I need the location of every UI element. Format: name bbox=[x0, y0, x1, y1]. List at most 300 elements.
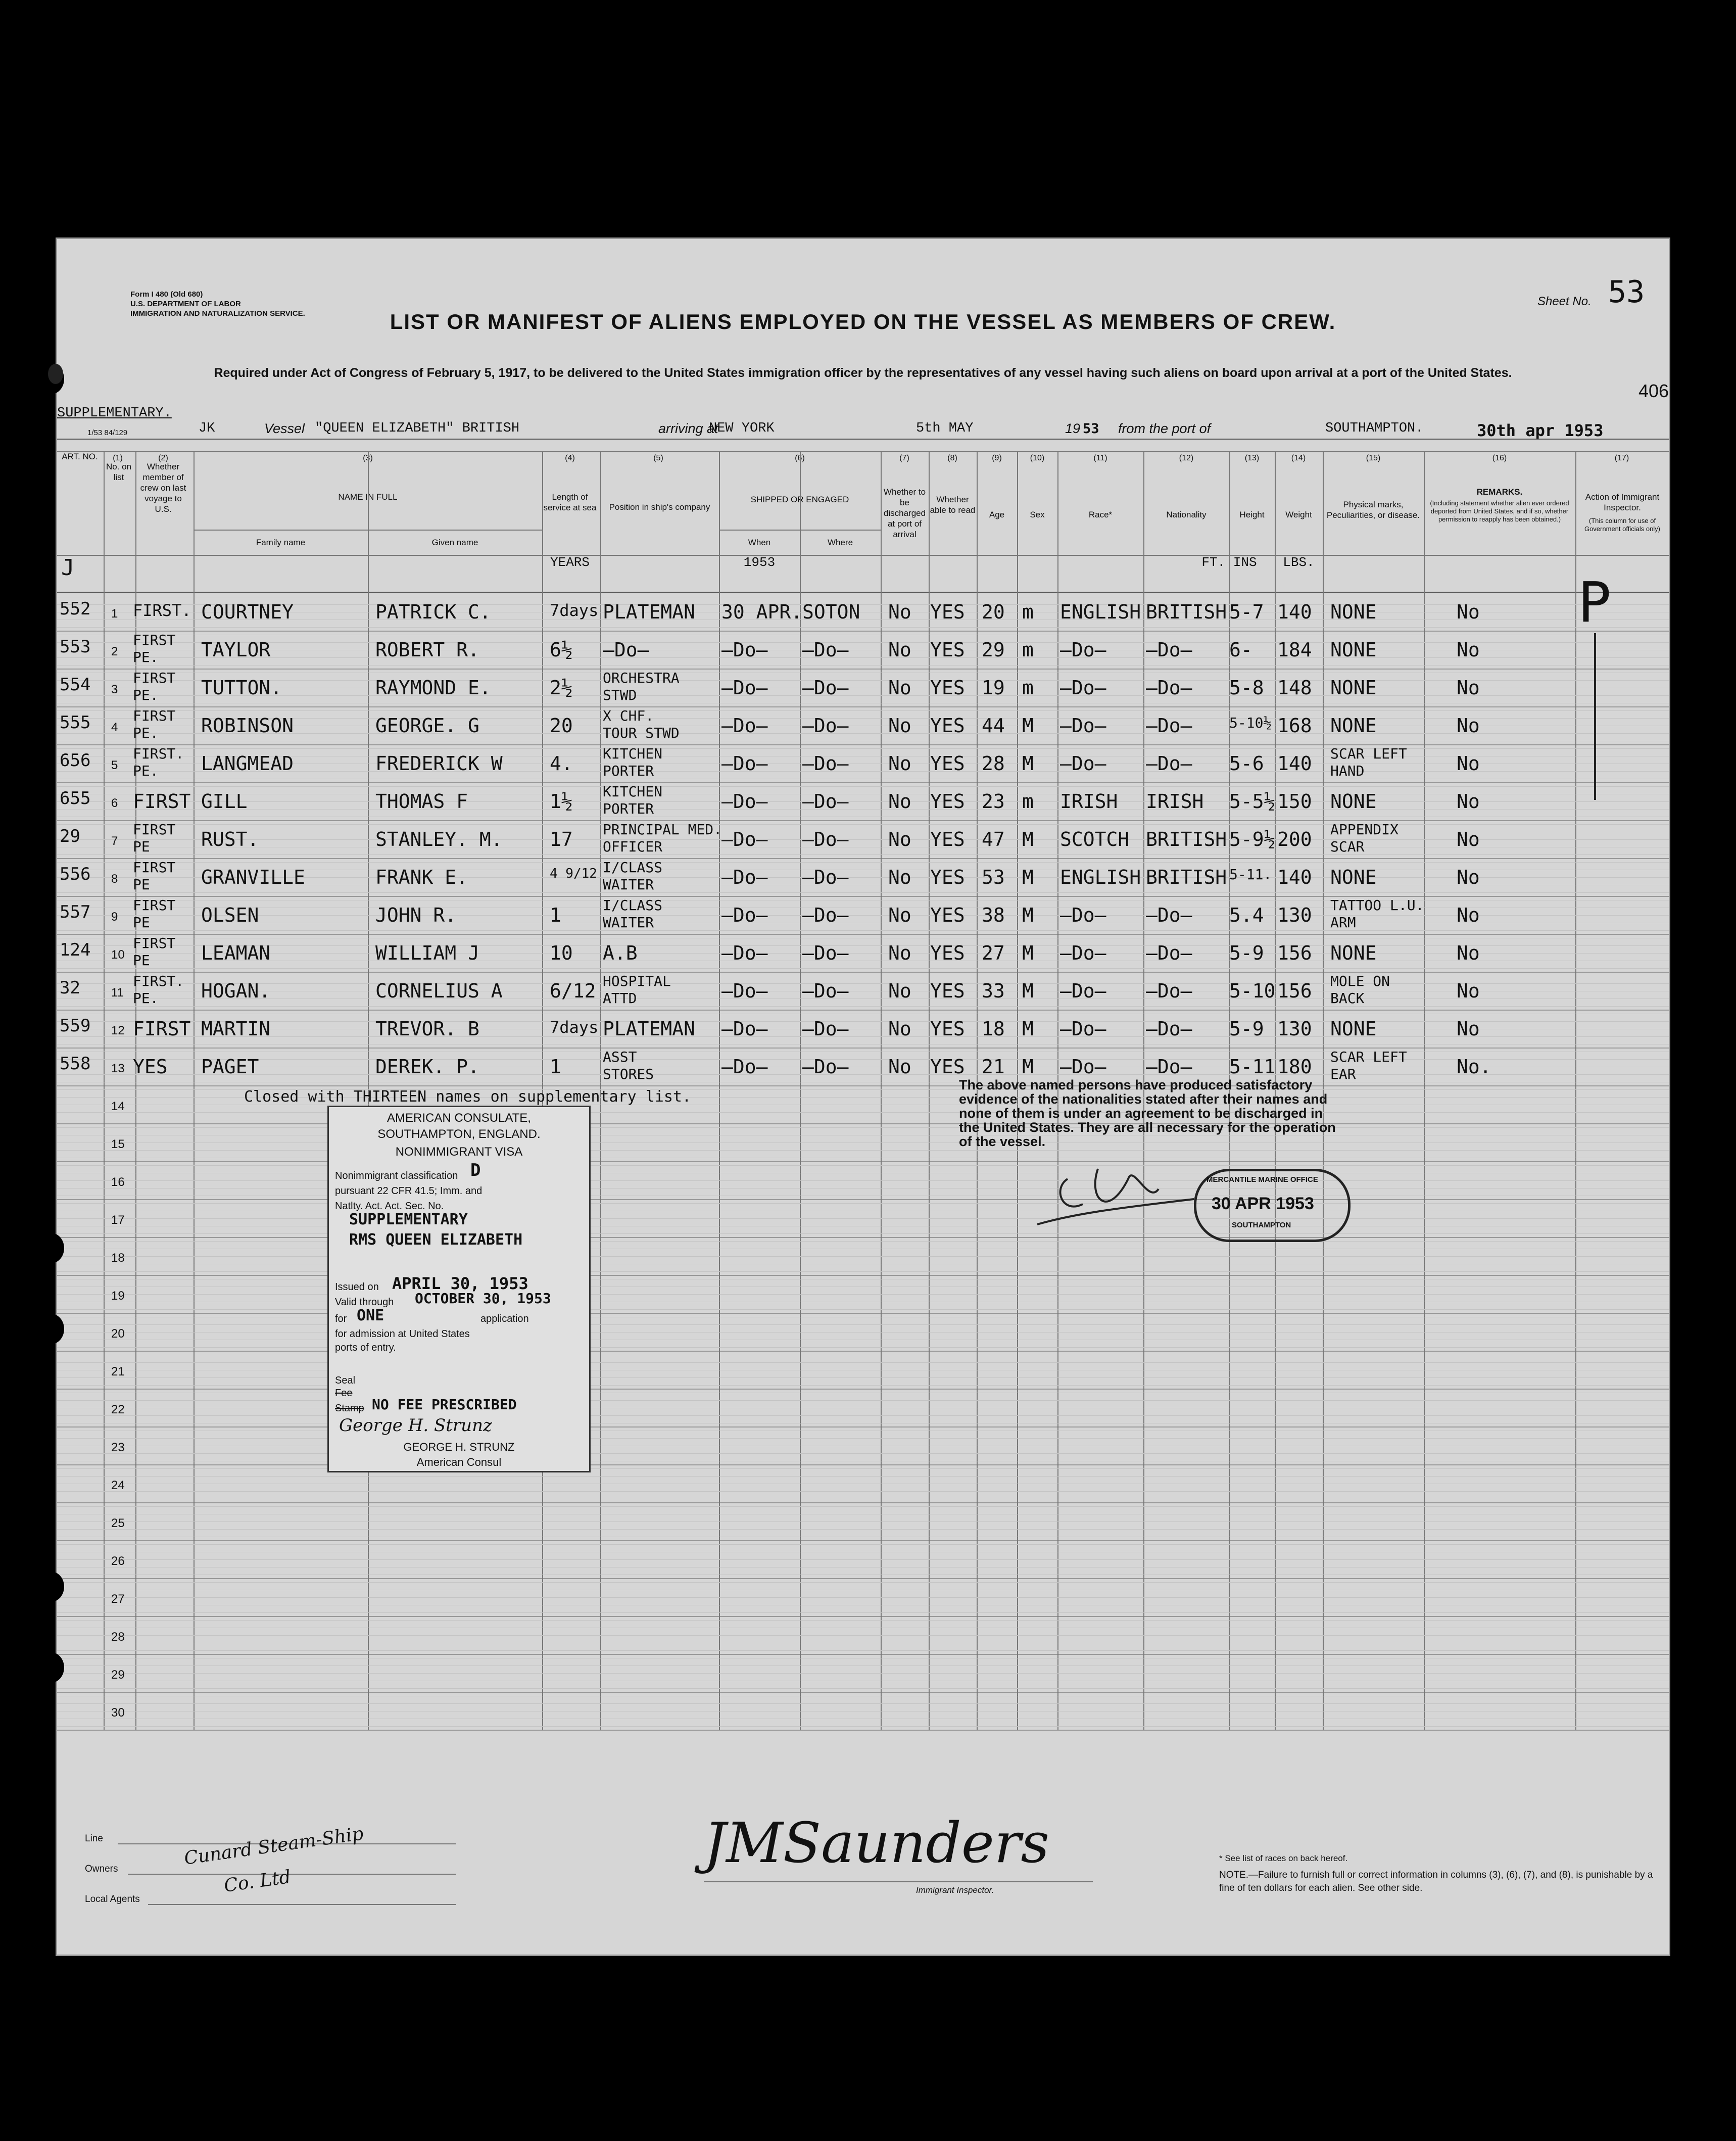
sex: M bbox=[1022, 1056, 1034, 1078]
col-inspector-note: (This column for use of Government officials only) bbox=[1584, 517, 1661, 533]
shipped-where: —Do— bbox=[802, 752, 849, 775]
punch-hole bbox=[38, 1572, 64, 1602]
col-family-name: Family name bbox=[256, 538, 306, 547]
prev-voyage: PE. bbox=[133, 990, 159, 1007]
row-no: 11 bbox=[111, 986, 124, 1000]
row-no: 27 bbox=[111, 1592, 125, 1606]
nationality: —Do— bbox=[1146, 752, 1192, 775]
col-discharged: Whether to be discharged at port of arrival bbox=[883, 487, 926, 539]
art-number: 29 bbox=[60, 826, 80, 846]
prev-voyage: FIRST. bbox=[133, 973, 184, 989]
able-to-read: YES bbox=[930, 715, 965, 737]
race: —Do— bbox=[1060, 715, 1106, 737]
nationality: BRITISH bbox=[1146, 828, 1227, 850]
height: 5-11. bbox=[1229, 866, 1272, 883]
race: ENGLISH bbox=[1060, 601, 1141, 623]
prev-voyage: FIRST bbox=[133, 1018, 191, 1040]
position: KITCHEN bbox=[603, 783, 663, 800]
remarks: No bbox=[1457, 1018, 1480, 1040]
service-length: 10 bbox=[550, 942, 573, 964]
discharged: No bbox=[888, 1018, 911, 1040]
row-no: 28 bbox=[111, 1630, 125, 1644]
page-number: 406 bbox=[1638, 380, 1669, 401]
remarks: No bbox=[1457, 639, 1480, 661]
physical-marks: NONE bbox=[1330, 715, 1377, 737]
vessel-name: "QUEEN ELIZABETH" BRITISH bbox=[315, 421, 520, 436]
owners-value: Cunard Steam-Ship bbox=[182, 1823, 365, 1869]
shipped-where: —Do— bbox=[802, 980, 849, 1002]
race: —Do— bbox=[1060, 677, 1106, 699]
weight: 140 bbox=[1277, 752, 1312, 775]
nationality: —Do— bbox=[1146, 677, 1192, 699]
physical-marks: APPENDIX bbox=[1330, 821, 1399, 838]
art-number: 553 bbox=[60, 637, 91, 657]
position: STWD bbox=[603, 687, 637, 703]
department: U.S. DEPARTMENT OF LABOR bbox=[130, 300, 241, 308]
sex: M bbox=[1022, 752, 1034, 775]
race: —Do— bbox=[1060, 904, 1106, 926]
row-no: 12 bbox=[111, 1024, 125, 1037]
shipped-when: —Do— bbox=[721, 715, 768, 737]
shipped-where: —Do— bbox=[802, 942, 849, 964]
units-years: YEARS bbox=[550, 555, 590, 570]
height: 5-10½ bbox=[1229, 715, 1272, 731]
line-label: Line bbox=[85, 1833, 103, 1844]
vessel-label: Vessel bbox=[264, 421, 305, 436]
from-port: SOUTHAMPTON. bbox=[1325, 421, 1424, 436]
shipped-when: —Do— bbox=[721, 677, 768, 699]
port-stamp-bottom: SOUTHAMPTON bbox=[1232, 1221, 1291, 1229]
age: 27 bbox=[982, 942, 1005, 964]
race: —Do— bbox=[1060, 1056, 1106, 1078]
col-prev-crew: Whether member of crew on last voyage to U.S. bbox=[140, 462, 186, 514]
remarks: No bbox=[1457, 677, 1480, 699]
age: 19 bbox=[982, 677, 1005, 699]
position: KITCHEN bbox=[603, 745, 663, 762]
position: ATTD bbox=[603, 990, 637, 1007]
prev-voyage: FIRST bbox=[133, 670, 176, 686]
discharged: No bbox=[888, 904, 911, 926]
row-no: 10 bbox=[111, 948, 125, 962]
physical-marks: SCAR LEFT bbox=[1330, 745, 1407, 762]
discharged: No bbox=[888, 601, 911, 623]
able-to-read: YES bbox=[930, 980, 965, 1002]
nationality: —Do— bbox=[1146, 980, 1192, 1002]
shipped-where: —Do— bbox=[802, 790, 849, 813]
position: WAITER bbox=[603, 914, 654, 931]
family-name: GILL bbox=[201, 790, 248, 813]
col-remarks-note: (Including statement whether alien ever ordered deported from United States, and if so, whether permission to reapply has been obtained.) bbox=[1430, 499, 1569, 523]
col-when: When bbox=[748, 538, 771, 547]
remarks: No bbox=[1457, 942, 1480, 964]
discharged: No bbox=[888, 980, 911, 1002]
age: 29 bbox=[982, 639, 1005, 661]
position: PLATEMAN bbox=[603, 1018, 696, 1040]
family-name: TAYLOR bbox=[201, 639, 271, 661]
prev-voyage: PE bbox=[133, 876, 150, 893]
discharged: No bbox=[888, 677, 911, 699]
position: ASST bbox=[603, 1049, 637, 1065]
race: SCOTCH bbox=[1060, 828, 1130, 850]
family-name: COURTNEY bbox=[201, 601, 294, 623]
sex: M bbox=[1022, 1018, 1034, 1040]
family-name: MARTIN bbox=[201, 1018, 271, 1040]
able-to-read: YES bbox=[930, 677, 965, 699]
physical-marks: HAND bbox=[1330, 763, 1365, 779]
visa-fee: Fee bbox=[335, 1388, 353, 1399]
able-to-read: YES bbox=[930, 1018, 965, 1040]
given-name: TREVOR. B bbox=[375, 1018, 479, 1040]
master-signature bbox=[1032, 1149, 1199, 1250]
given-name: DEREK. P. bbox=[375, 1056, 479, 1078]
prev-voyage: FIRST. bbox=[133, 601, 191, 620]
shipped-when: —Do— bbox=[721, 1056, 768, 1078]
position: PORTER bbox=[603, 800, 654, 817]
position: WAITER bbox=[603, 876, 654, 893]
prev-voyage: PE. bbox=[133, 763, 159, 779]
prev-voyage: FIRST bbox=[133, 935, 176, 951]
remarks: No bbox=[1457, 866, 1480, 888]
position: —Do— bbox=[603, 639, 649, 661]
able-to-read: YES bbox=[930, 639, 965, 661]
race: —Do— bbox=[1060, 1018, 1106, 1040]
discharged: No bbox=[888, 715, 911, 737]
visa-stamp bbox=[327, 1106, 591, 1472]
prev-voyage: FIRST bbox=[133, 707, 176, 724]
physical-marks: TATTOO L.U. bbox=[1330, 897, 1424, 914]
row-no: 26 bbox=[111, 1554, 125, 1568]
given-name: GEORGE. G bbox=[375, 715, 479, 737]
physical-marks: EAR bbox=[1330, 1066, 1356, 1082]
shipped-where: —Do— bbox=[802, 828, 849, 850]
visa-valid-date: OCTOBER 30, 1953 bbox=[415, 1290, 551, 1307]
row-no: 7 bbox=[111, 834, 118, 848]
age: 33 bbox=[982, 980, 1005, 1002]
visa-type: NONIMMIGRANT VISA bbox=[395, 1145, 523, 1159]
nationality: —Do— bbox=[1146, 1056, 1192, 1078]
shipped-when: —Do— bbox=[721, 904, 768, 926]
departure-date: 30th apr 1953 bbox=[1477, 421, 1604, 440]
position: PORTER bbox=[603, 763, 654, 779]
able-to-read: YES bbox=[930, 904, 965, 926]
nationality: —Do— bbox=[1146, 942, 1192, 964]
shipped-when: 30 APR. bbox=[721, 601, 803, 623]
given-name: STANLEY. M. bbox=[375, 828, 503, 850]
units-height: FT. INS bbox=[1201, 555, 1257, 570]
col-position: Position in ship's company bbox=[609, 502, 710, 512]
service: IMMIGRATION AND NATURALIZATION SERVICE. bbox=[130, 309, 305, 318]
shipped-where: —Do— bbox=[802, 677, 849, 699]
row-no: 6 bbox=[111, 796, 118, 810]
visa-issued-date: APRIL 30, 1953 bbox=[392, 1274, 528, 1293]
column-number: (14) bbox=[1291, 454, 1306, 462]
shipped-where: —Do— bbox=[802, 715, 849, 737]
shipped-when: —Do— bbox=[721, 790, 768, 813]
age: 18 bbox=[982, 1018, 1005, 1040]
able-to-read: YES bbox=[930, 942, 965, 964]
height: 5-9 bbox=[1229, 1018, 1264, 1040]
col-physical-marks: Physical marks, Peculiarities, or disease. bbox=[1326, 500, 1420, 520]
family-name: RUST. bbox=[201, 828, 259, 850]
position: I/CLASS bbox=[603, 897, 663, 914]
remarks: No bbox=[1457, 904, 1480, 926]
remarks: No bbox=[1457, 752, 1480, 775]
given-name: THOMAS F bbox=[375, 790, 468, 813]
weight: 156 bbox=[1277, 942, 1312, 964]
weight: 130 bbox=[1277, 904, 1312, 926]
position: X CHF. bbox=[603, 707, 654, 724]
given-name: RAYMOND E. bbox=[375, 677, 491, 699]
footer-note: NOTE.—Failure to furnish full or correct information in columns (3), (6), (7), and (8), is punishable by a fine of ten dollars for each alien. See other side. bbox=[1219, 1870, 1653, 1893]
physical-marks: NONE bbox=[1330, 942, 1377, 964]
column-number: (3) bbox=[363, 454, 373, 462]
service-length: 1 bbox=[550, 1056, 561, 1078]
shipped-where: —Do— bbox=[802, 904, 849, 926]
race-note: * See list of races on back hereof. bbox=[1219, 1853, 1348, 1863]
col-race: Race* bbox=[1088, 510, 1113, 519]
age: 20 bbox=[982, 601, 1005, 623]
year: 53 bbox=[1083, 421, 1099, 437]
column-number: (10) bbox=[1030, 454, 1045, 462]
able-to-read: YES bbox=[930, 866, 965, 888]
row-no: 20 bbox=[111, 1327, 125, 1341]
race: ENGLISH bbox=[1060, 866, 1141, 888]
col-nationality: Nationality bbox=[1166, 510, 1207, 519]
row-no: 30 bbox=[111, 1706, 125, 1720]
column-number: (11) bbox=[1093, 454, 1107, 462]
family-name: HOGAN. bbox=[201, 980, 271, 1002]
service-length: 20 bbox=[550, 715, 573, 737]
row-no: 2 bbox=[111, 645, 118, 658]
punch-hole bbox=[48, 364, 63, 384]
height: 5-11 bbox=[1229, 1056, 1276, 1078]
position: A.B bbox=[603, 942, 638, 964]
column-number: (4) bbox=[565, 454, 575, 462]
col-height: Height bbox=[1239, 510, 1265, 519]
service-length: 17 bbox=[550, 828, 573, 850]
height: 5-7 bbox=[1229, 601, 1264, 623]
nationality: IRISH bbox=[1146, 790, 1204, 813]
position: ORCHESTRA bbox=[603, 670, 680, 686]
column-number: (17) bbox=[1614, 454, 1629, 462]
discharged: No bbox=[888, 1056, 911, 1078]
nationality: BRITISH bbox=[1146, 866, 1227, 888]
shipped-when: —Do— bbox=[721, 980, 768, 1002]
nationality: —Do— bbox=[1146, 639, 1192, 661]
row-no: 1 bbox=[111, 607, 118, 621]
service-length: 1½ bbox=[550, 790, 573, 813]
art-number: 552 bbox=[60, 599, 91, 619]
discharged: No bbox=[888, 866, 911, 888]
age: 53 bbox=[982, 866, 1005, 888]
shipped-where: SOTON bbox=[802, 601, 860, 623]
column-number: (2) bbox=[158, 454, 168, 462]
position: HOSPITAL bbox=[603, 973, 671, 989]
prev-voyage: FIRST bbox=[133, 821, 176, 838]
family-name: ROBINSON bbox=[201, 715, 294, 737]
arrival-port: NEW YORK bbox=[709, 421, 775, 436]
visa-class-value: D bbox=[470, 1160, 481, 1180]
visa-seal: Seal bbox=[335, 1375, 356, 1386]
column-number: (12) bbox=[1179, 454, 1194, 462]
shipped-when: —Do— bbox=[721, 639, 768, 661]
age: 47 bbox=[982, 828, 1005, 850]
visa-no-fee: NO FEE PRESCRIBED bbox=[372, 1396, 517, 1413]
weight: 200 bbox=[1277, 828, 1312, 850]
punch-hole bbox=[38, 1652, 64, 1683]
art-number: 559 bbox=[60, 1016, 91, 1036]
from-port-label: from the port of bbox=[1118, 421, 1211, 436]
manifest-sheet bbox=[56, 237, 1670, 1956]
remarks: No bbox=[1457, 828, 1480, 850]
consul-name: GEORGE H. STRUNZ bbox=[403, 1441, 515, 1453]
shipped-when: —Do— bbox=[721, 1018, 768, 1040]
age: 21 bbox=[982, 1056, 1005, 1078]
family-name: TUTTON. bbox=[201, 677, 282, 699]
shipped-where: —Do— bbox=[802, 866, 849, 888]
discharged: No bbox=[888, 752, 911, 775]
visa-admission: for admission at United States bbox=[335, 1328, 470, 1340]
column-number: (5) bbox=[653, 454, 663, 462]
column-number: (6) bbox=[795, 454, 805, 462]
art-number: 558 bbox=[60, 1054, 91, 1074]
prev-voyage: PE. bbox=[133, 687, 159, 703]
shipped-when: —Do— bbox=[721, 828, 768, 850]
visa-consulate: AMERICAN CONSULATE, bbox=[387, 1111, 531, 1125]
age: 23 bbox=[982, 790, 1005, 813]
weight: 148 bbox=[1277, 677, 1312, 699]
visa-classification: Nonimmigrant classification bbox=[335, 1170, 458, 1181]
visa-valid-label: Valid through bbox=[335, 1297, 394, 1308]
column-number: (1) bbox=[113, 454, 123, 462]
nationality: —Do— bbox=[1146, 1018, 1192, 1040]
height: 5-10 bbox=[1229, 980, 1276, 1002]
prev-voyage: YES bbox=[133, 1056, 168, 1078]
visa-applications: ONE bbox=[357, 1307, 384, 1324]
service-length: 2½ bbox=[550, 677, 573, 699]
visa-vessel: RMS QUEEN ELIZABETH bbox=[349, 1231, 523, 1249]
position: STORES bbox=[603, 1066, 654, 1082]
owners-label: Owners bbox=[85, 1864, 118, 1874]
column-number: (8) bbox=[947, 454, 957, 462]
punch-hole bbox=[38, 1314, 64, 1344]
remarks: No bbox=[1457, 790, 1480, 813]
physical-marks: MOLE ON bbox=[1330, 973, 1390, 989]
discharged: No bbox=[888, 828, 911, 850]
col-where: Where bbox=[827, 538, 853, 547]
row-no: 22 bbox=[111, 1403, 125, 1416]
discharged: No bbox=[888, 942, 911, 964]
service-length: 6½ bbox=[550, 639, 573, 661]
art-number: 655 bbox=[60, 788, 91, 808]
visa-for-label: for bbox=[335, 1313, 347, 1324]
row-no: 19 bbox=[111, 1289, 125, 1303]
physical-marks: SCAR LEFT bbox=[1330, 1049, 1407, 1065]
sex: M bbox=[1022, 980, 1034, 1002]
remarks: No bbox=[1457, 601, 1480, 623]
reference-number: 1/53 84/129 bbox=[87, 429, 128, 437]
col-inspector-action: Action of Immigrant Inspector. bbox=[1585, 492, 1660, 512]
able-to-read: YES bbox=[930, 601, 965, 623]
art-number: 557 bbox=[60, 902, 91, 922]
art-number: 555 bbox=[60, 712, 91, 733]
visa-supplementary: SUPPLEMENTARY bbox=[349, 1211, 468, 1228]
physical-marks: NONE bbox=[1330, 866, 1377, 888]
remarks: No bbox=[1457, 715, 1480, 737]
port-stamp-top: MERCANTILE MARINE OFFICE bbox=[1207, 1175, 1318, 1184]
col-no-on-list: No. on list bbox=[106, 462, 132, 482]
column-number: (16) bbox=[1492, 454, 1507, 462]
row-no: 23 bbox=[111, 1441, 125, 1454]
race: —Do— bbox=[1060, 942, 1106, 964]
units-when: 1953 bbox=[743, 555, 776, 570]
nationality: —Do— bbox=[1146, 904, 1192, 926]
nationality: BRITISH bbox=[1146, 601, 1227, 623]
weight: 156 bbox=[1277, 980, 1312, 1002]
art-letter: J bbox=[61, 555, 75, 581]
art-number: 656 bbox=[60, 750, 91, 771]
prev-voyage: PE bbox=[133, 914, 150, 931]
sex: m bbox=[1022, 677, 1034, 699]
col-shipped: SHIPPED OR ENGAGED bbox=[750, 495, 849, 504]
visa-application-label: application bbox=[480, 1313, 529, 1324]
row-no: 3 bbox=[111, 683, 118, 696]
age: 44 bbox=[982, 715, 1005, 737]
col-weight: Weight bbox=[1285, 510, 1312, 519]
certification: The above named persons have produced satisfactory evidence of the nationalities stated after their names and none of them is under an agreement to be discharged in the United States. They are all necessary for the operation of the vessel. bbox=[959, 1077, 1336, 1149]
position: PRINCIPAL MED. bbox=[603, 821, 722, 838]
age: 38 bbox=[982, 904, 1005, 926]
col-name-in-full: NAME IN FULL bbox=[338, 492, 398, 502]
row-no: 8 bbox=[111, 872, 118, 886]
height: 5.4 bbox=[1229, 904, 1264, 926]
age: 28 bbox=[982, 752, 1005, 775]
sex: m bbox=[1022, 601, 1034, 623]
family-name: LANGMEAD bbox=[201, 752, 294, 775]
prev-voyage: PE bbox=[133, 838, 150, 855]
row-no: 9 bbox=[111, 910, 118, 924]
discharged: No bbox=[888, 790, 911, 813]
agents-label: Local Agents bbox=[85, 1894, 140, 1905]
col-art-no: ART. NO. bbox=[62, 452, 98, 461]
height: 5-5½ bbox=[1229, 790, 1276, 813]
given-name: WILLIAM J bbox=[375, 942, 479, 964]
agents-value: Co. Ltd bbox=[222, 1866, 293, 1897]
height: 5-9½ bbox=[1229, 828, 1276, 850]
row-no: 16 bbox=[111, 1175, 125, 1189]
given-name: PATRICK C. bbox=[375, 601, 491, 623]
weight: 184 bbox=[1277, 639, 1312, 661]
service-length: 7days bbox=[550, 601, 599, 620]
closing-note: Closed with THIRTEEN names on supplementary list. bbox=[244, 1088, 692, 1106]
punch-hole bbox=[38, 1233, 64, 1263]
able-to-read: YES bbox=[930, 790, 965, 813]
column-number: (9) bbox=[992, 454, 1002, 462]
height: 5-8 bbox=[1229, 677, 1264, 699]
physical-marks: NONE bbox=[1330, 601, 1377, 623]
position: PLATEMAN bbox=[603, 601, 696, 623]
given-name: CORNELIUS A bbox=[375, 980, 503, 1002]
service-length: 4 9/12 bbox=[550, 866, 597, 881]
race: —Do— bbox=[1060, 980, 1106, 1002]
given-name: JOHN R. bbox=[375, 904, 457, 926]
weight: 168 bbox=[1277, 715, 1312, 737]
col-service: Length of service at sea bbox=[543, 492, 597, 512]
row-no: 17 bbox=[111, 1213, 125, 1227]
shipped-where: —Do— bbox=[802, 639, 849, 661]
able-to-read: YES bbox=[930, 752, 965, 775]
row-no: 14 bbox=[111, 1100, 125, 1113]
